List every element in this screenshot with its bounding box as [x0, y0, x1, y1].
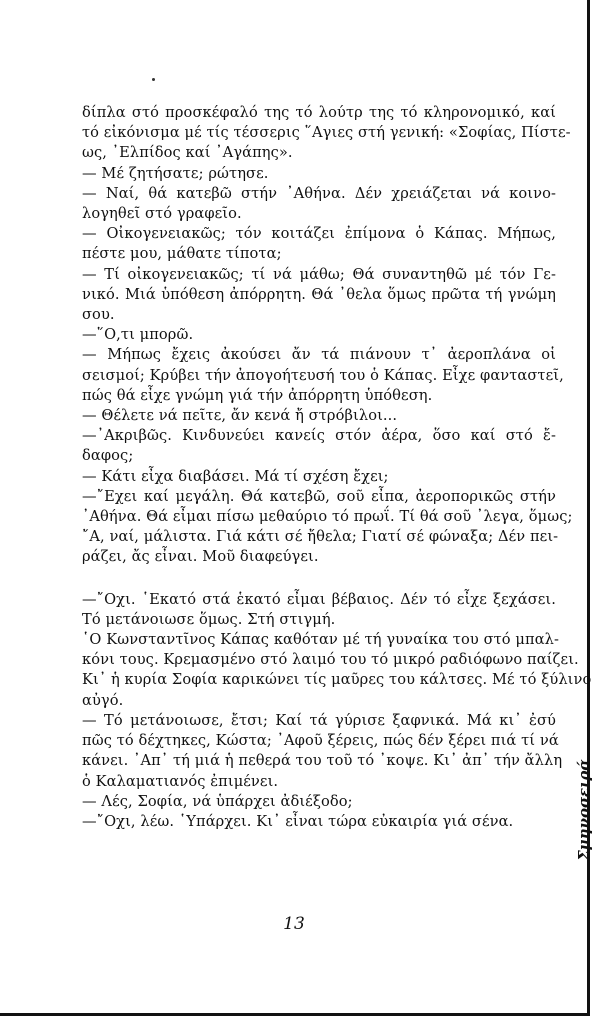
- text-line: κόνι τους. Κρεμασμένο στό λαιμό του τό μικρό ραδιόφωνο παίζει.: [82, 651, 579, 669]
- text-line: —῎Οχι. ῾Εκατό στά ἑκατό εἶμαι βέβαιος. Δέν τό εἶχε ξεχάσει.: [82, 590, 556, 608]
- text-line: ῎Α, ναί, μάλιστα. Γιά κάτι σέ ἤθελα; Γιατί σέ φώναξα; Δέν πει-: [82, 528, 559, 546]
- paragraph: [82, 590, 556, 630]
- paragraph: [82, 406, 556, 426]
- paragraph: [82, 164, 556, 184]
- text-line: Τό μετάνοιωσε ὅμως. Στή στιγμή.: [82, 610, 336, 628]
- text-line: λογηθεῖ στό γραφεῖο.: [82, 205, 242, 223]
- running-title: Σμηνοσειρά: [575, 759, 594, 861]
- paragraph: [82, 325, 556, 345]
- text-line: — Θέλετε νά πεῖτε, ἄν κενά ἤ στρόβιλοι...: [82, 407, 398, 425]
- text-line: —῎Εχει καί μεγάλη. Θά κατεβῶ, σοῦ εἶπα, ἀεροπορικῶς στήν: [82, 487, 556, 505]
- text-line: ὁ Καλαματιανός ἐπιμένει.: [82, 772, 279, 790]
- paragraph: [82, 345, 564, 406]
- text-line: — Τό μετάνοιωσε, ἔτσι; Καί τά γύρισε ξαφνικά. Μά κι᾿ ἐσύ: [82, 711, 556, 729]
- text-line: — Μήπως ἔχεις ἀκούσει ἄν τά πιάνουν τ᾿ ἀεροπλάνα οἱ: [82, 346, 556, 364]
- text-line: — Οἰκογενειακῶς; τόν κοιτάζει ἐπίμονα ὁ Κάπας. Μήπως,: [82, 225, 556, 243]
- paragraph: [82, 184, 556, 224]
- text-line: ως, ᾿Ελπίδος καί ᾿Αγάπης».: [82, 144, 293, 162]
- text-line: ῾Ο Κωνσταντῖνος Κάπας καθόταν μέ τή γυναίκα του στό μπαλ-: [82, 631, 560, 649]
- paragraph: [82, 265, 556, 326]
- paragraph: [82, 467, 556, 487]
- text-line: δαφος;: [82, 447, 134, 465]
- text-line: σεισμοί; Κρύβει τήν ἀπογοήτευσή του ὁ Κάπας. Εἶχε φανταστεῖ,: [82, 366, 564, 384]
- page-number: 13: [283, 914, 305, 934]
- text-line: πῶς τό δέχτηκες, Κώστα; ᾿Αφοῦ ξέρεις, πώς δέν ξέρει πιά τί νά: [82, 732, 559, 750]
- text-line: — Λές, Σοφία, νά ὑπάρχει ἀδιέξοδο;: [82, 792, 353, 810]
- paragraph: [82, 426, 556, 466]
- text-line: —῎Οχι, λέω. ῾Υπάρχει. Κι᾿ εἶναι τώρα εὐκαιρία γιά σένα.: [82, 812, 514, 830]
- text-line: — Μέ ζητήσατε; ρώτησε.: [82, 164, 269, 182]
- text-line: — Ναί, θά κατεβῶ στήν ᾿Αθήνα. Δέν χρειάζεται νά κοινο-: [82, 184, 556, 202]
- paragraph: [82, 103, 571, 164]
- text-line: —῞Ο,τι μπορῶ.: [82, 326, 194, 344]
- paragraph: [82, 812, 556, 832]
- text-line: αὐγό.: [82, 691, 124, 709]
- text-line: πώς θά εἶχε γνώμη γιά τήν ἀπόρρητη ὑπόθεση.: [82, 386, 433, 404]
- paragraph: [82, 630, 592, 711]
- text-line: σου.: [82, 306, 115, 324]
- text-line: πέστε μου, μάθατε τίποτα;: [82, 245, 282, 263]
- text-line: — Κάτι εἶχα διαβάσει. Μά τί σχέση ἔχει;: [82, 467, 389, 485]
- paragraph: [82, 792, 556, 812]
- running-title-vertical: [574, 740, 594, 880]
- paragraph: [82, 487, 573, 568]
- text-line: κάνει. ᾿Απ᾿ τή μιά ἡ πεθερά του τοῦ τό ᾿κοψε. Κι᾿ ἀπ᾿ τήν ἄλλη: [82, 752, 563, 770]
- text-line: νικό. Μιά ὑπόθεση ἀπόρρητη. Θά ᾿θελα ὅμως πρῶτα τή γνώμη: [82, 285, 556, 303]
- print-speck: [152, 78, 155, 81]
- text-line: ράζει, ἄς εἶναι. Μοῦ διαφεύγει.: [82, 548, 319, 566]
- text-line: — Τί οἰκογενειακῶς; τί νά μάθω; Θά συναντηθῶ μέ τόν Γε-: [82, 265, 556, 283]
- text-line: Κι᾿ ἡ κυρία Σοφία καρικώνει τίς μαῦρες του κάλτσες. Μέ τό ξύλινο: [82, 671, 592, 689]
- text-line: ᾿Αθήνα. Θά εἶμαι πίσω μεθαύριο τό πρωΐ. Τί θά σοῦ ᾿λεγα, ὅμως;: [82, 508, 573, 526]
- text-line: τό εἰκόνισμα μέ τίς τέσσερις ῞Αγιες στή γενική: «Σοφίας, Πίστε-: [82, 124, 571, 142]
- text-line: δίπλα στό προσκέφαλό της τό λούτρ της τό κληρονομικό, καί: [82, 104, 556, 121]
- paragraph: [82, 711, 563, 792]
- paragraph: [82, 224, 556, 264]
- text-line: —᾿Ακριβῶς. Κινδυνεύει κανείς στόν ἀέρα, ὅσο καί στό ἔ-: [82, 427, 556, 445]
